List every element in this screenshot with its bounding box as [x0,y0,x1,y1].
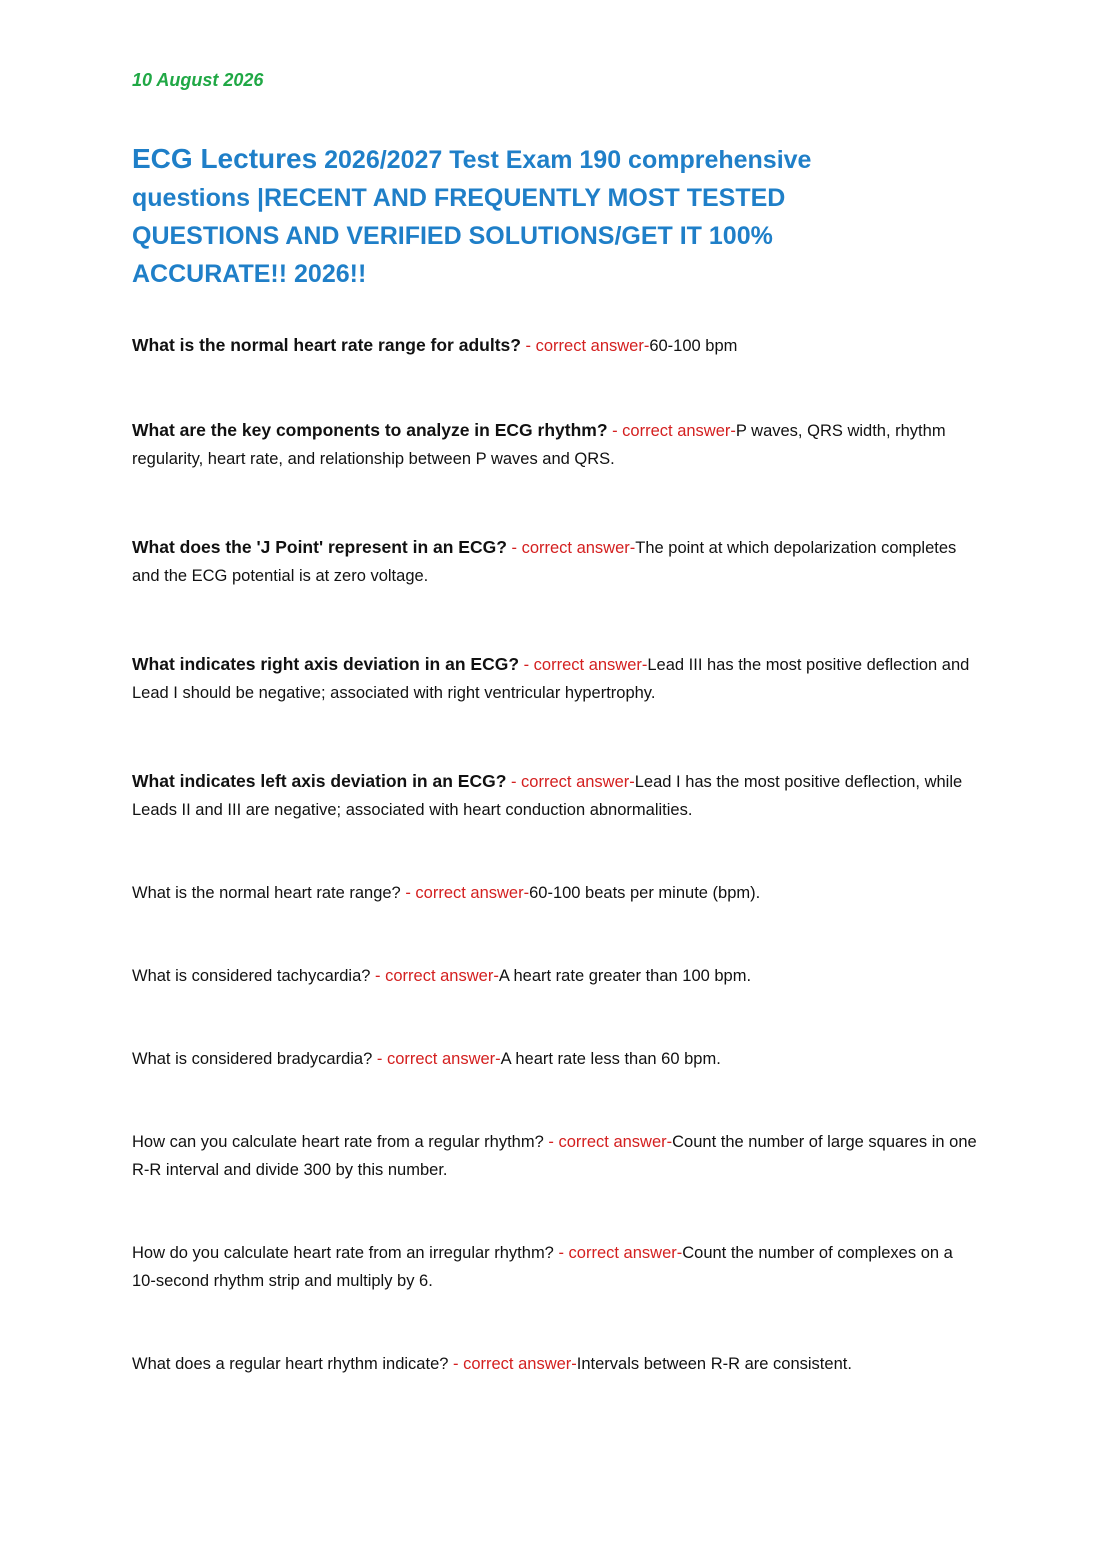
qa-item-2 [132,416,977,473]
question-text: How do you calculate heart rate from an irregular rhythm? [132,1244,554,1262]
title-lead: ECG Lectures [132,143,318,174]
answer-separator: - correct answer- [448,1355,577,1373]
title-rest: 2026/2027 Test Exam 190 comprehensive questions |RECENT AND FREQUENTLY MOST TESTED QUESTIONS AND VERIFIED SOLUTIONS/GET IT 100% ACCURATE!! 2026!! [132,146,812,288]
qa-list [132,331,977,1378]
question-text: What is the normal heart rate range? [132,884,401,902]
question-text: What does the 'J Point' represent in an ECG? [132,537,507,557]
answer-separator: - correct answer- [553,1244,683,1262]
answer-text: Lead I has the most positive deflection, while Leads II and III are negative; associated with heart conduction abnormalities. [132,773,963,819]
answer-text: The point at which depolarization completes and the ECG potential is at zero voltage. [132,539,957,585]
qa-item-7 [132,962,977,990]
question-text: What is considered bradycardia? [132,1050,373,1068]
answer-text: Lead III has the most positive deflection and Lead I should be negative; associated with right ventricular hypertrophy. [132,656,970,702]
answer-text: Count the number of complexes on a 10-second rhythm strip and multiply by 6. [132,1244,953,1290]
answer-separator: - correct answer- [506,773,635,791]
question-text: What indicates right axis deviation in an ECG? [132,654,520,674]
answer-text: Intervals between R-R are consistent. [576,1355,852,1373]
document-date: 10 August 2026 [132,70,264,90]
answer-text: A heart rate less than 60 bpm. [500,1050,721,1068]
answer-text: Count the number of large squares in one R-R interval and divide 300 by this number. [132,1133,977,1179]
qa-item-1 [132,331,977,360]
question-text: What are the key components to analyze in ECG rhythm? [132,420,608,440]
answer-separator: - correct answer- [519,656,648,674]
answer-separator: - correct answer- [607,422,736,440]
answer-text: 60-100 beats per minute (bpm). [529,884,761,902]
qa-item-3 [132,533,977,590]
answer-text: 60-100 bpm [649,337,738,355]
question-text: What is the normal heart rate range for adults? [132,335,521,355]
question-text: What is considered tachycardia? [132,967,371,985]
qa-item-11 [132,1350,977,1378]
answer-separator: - correct answer- [370,967,499,985]
qa-item-9 [132,1128,977,1184]
document-title [132,140,892,293]
question-text: What indicates left axis deviation in an ECG? [132,771,507,791]
qa-item-5 [132,767,977,824]
answer-text: A heart rate greater than 100 bpm. [498,967,752,985]
qa-item-6 [132,879,977,907]
question-text: What does a regular heart rhythm indicate? [132,1355,449,1373]
answer-text: P waves, QRS width, rhythm regularity, heart rate, and relationship between P waves and QRS. [132,422,946,468]
answer-separator: - correct answer- [506,539,636,557]
answer-separator: - correct answer- [372,1050,501,1068]
answer-separator: - correct answer- [543,1133,673,1151]
answer-separator: - correct answer- [520,337,650,355]
question-text: How can you calculate heart rate from a regular rhythm? [132,1133,544,1151]
qa-item-8 [132,1045,977,1073]
qa-item-10 [132,1239,977,1295]
answer-separator: - correct answer- [400,884,530,902]
qa-item-4 [132,650,977,707]
